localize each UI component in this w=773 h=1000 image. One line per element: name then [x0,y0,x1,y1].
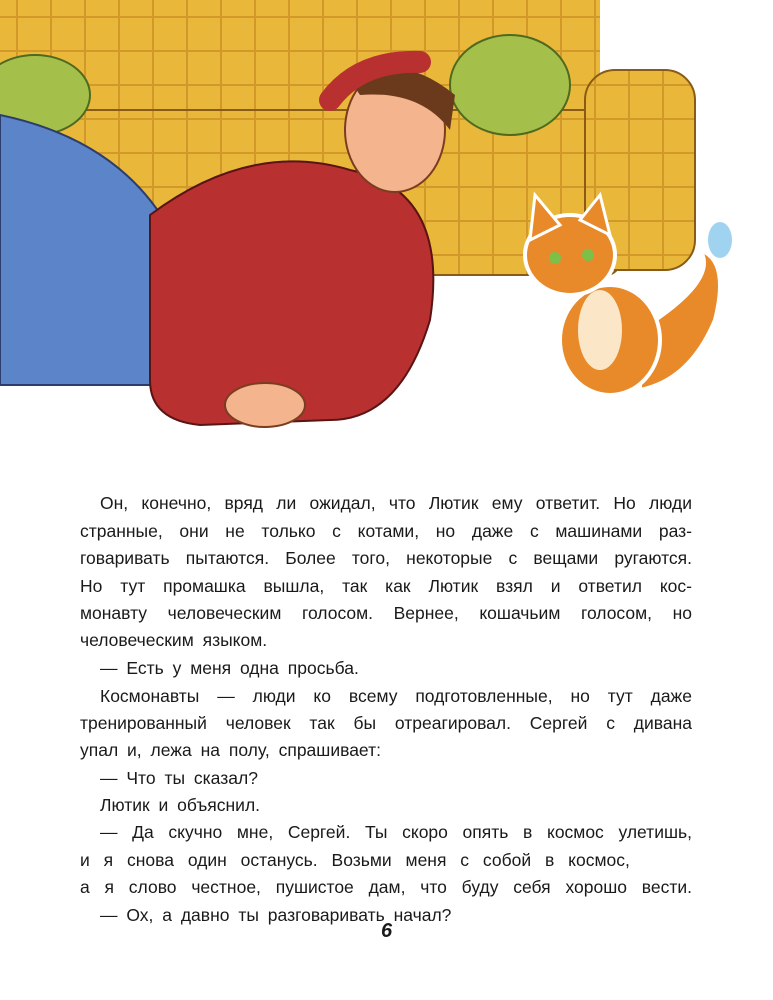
illustration-man-and-cat [0,0,773,460]
text-line: упал и, лежа на полу, спрашивает: [80,740,381,760]
text-line: странные, они не только с котами, но даже с машинами раз- [80,521,692,541]
text-line: Лютик и объяснил. [100,795,261,815]
text-line: Но тут промашка вышла, так как Лютик взял и ответил кос- [80,576,692,596]
text-line: и я снова один останусь. Возьми меня с собой в космос, [80,850,630,870]
text-line: — Что ты сказал? [100,768,258,788]
text-line: — Да скучно мне, Сергей. Ты скоро опять в космос улетишь, [100,822,692,842]
text-line: человеческим языком. [80,630,268,650]
water-drop [708,222,732,258]
text-line: Он, конечно, вряд ли ожидал, что Лютик ему ответит. Но люди [100,493,692,513]
text-line: тренированный человек так бы отреагировал. Сергей с дивана [80,713,692,733]
hand [225,383,305,427]
sweater [150,161,433,425]
text-line: а я слово честное, пушистое дам, что буду себя хорошо вести. [80,877,692,897]
page-number: 6 [380,920,393,942]
text-line: — Есть у меня одна просьба. [100,658,359,678]
text-line: — Ох, а давно ты разговаривать начал? [100,905,452,925]
text-line: Космонавты — люди ко всему подготовленные, но тут даже [100,686,692,706]
text-line: говаривать пытаются. Более того, некоторые с вещами ругаются. [80,548,692,568]
text-line: монавту человеческим голосом. Вернее, кошачьим голосом, но [80,603,692,623]
